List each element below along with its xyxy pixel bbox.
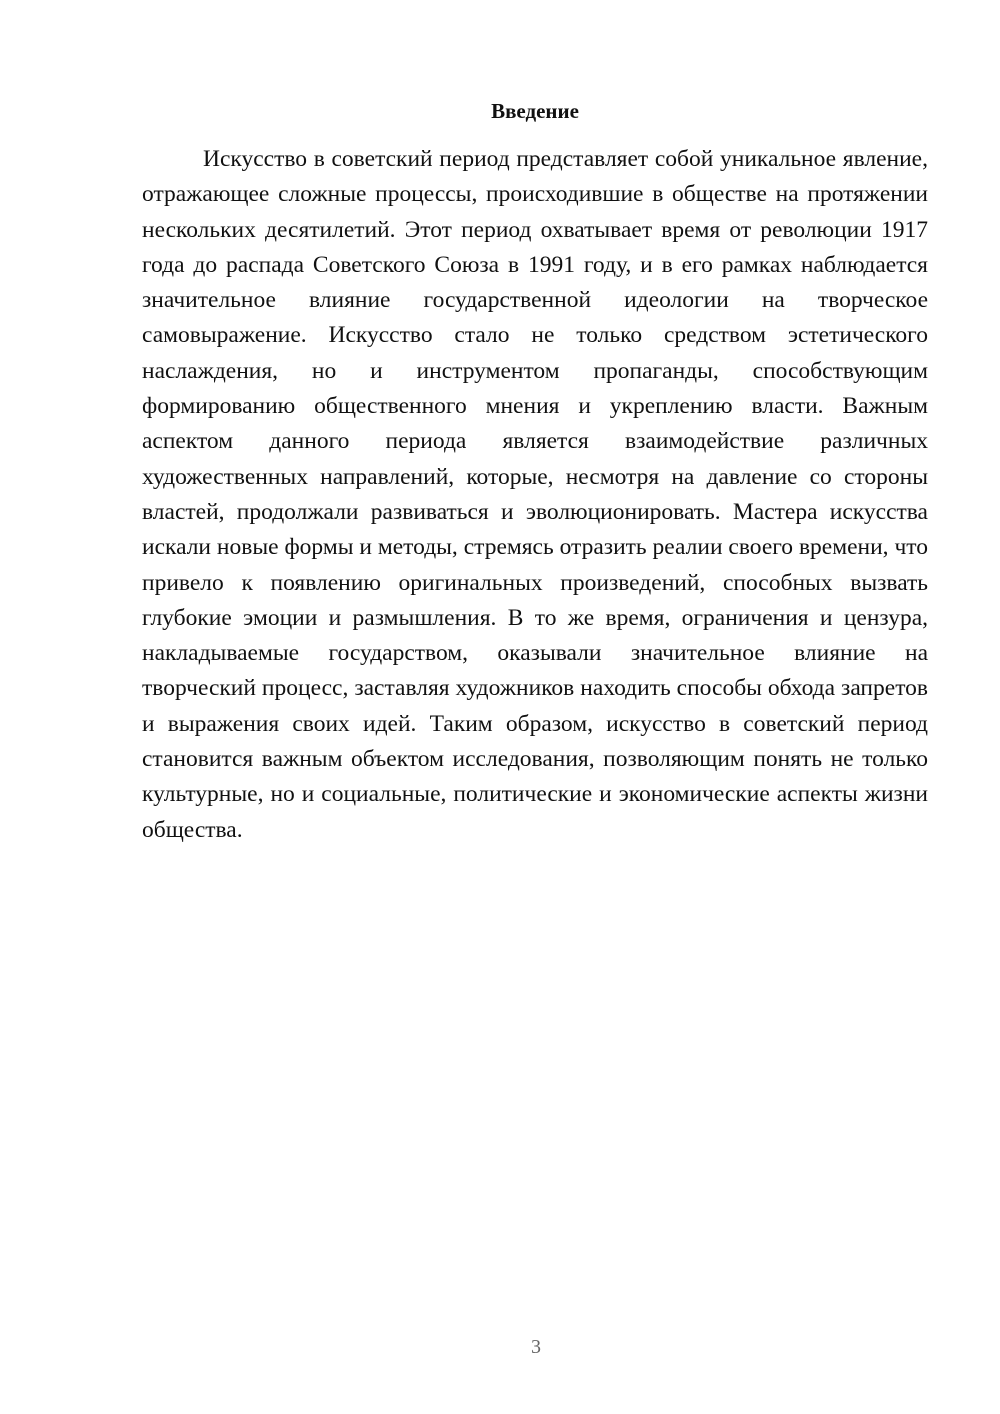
body-paragraph: Искусство в советский период представляет собой уникальное явление, отражающее сложные процессы, происходившие в обществе на протяжении нескольких десятилетий. Этот период охватывает время от революции 1917 года до распада Советского Союза в 1991 году, и в его рамках наблюдается значительное влияние государственной идеологии на творческое самовыражение. Искусство стало не только средством эстетического наслаждения, но и инструментом пропаганды, способствующим формированию общественного мнения и укреплению власти. Важным аспектом данного периода является взаимодействие различных художественных направлений, которые, несмотря на давление со стороны властей, продолжали развиваться и эволюционировать. Мастера искусства искали новые формы и методы, стремясь отразить реалии своего времени, что привело к появлению оригинальных произведений, способных вызвать глубокие эмоции и размышления. В то же время, ограничения и цензура, накладываемые государством, оказывали значительное влияние на творческий процесс, заставляя художников находить способы обхода запретов и выражения своих идей. Таким образом, искусство в советский период становится важным объектом исследования, позволяющим понять не только культурные, но и социальные, политические и экономические аспекты жизни общества. (142, 146, 928, 843)
page-number: 3 (531, 1336, 541, 1358)
section-heading: Введение (491, 99, 579, 123)
